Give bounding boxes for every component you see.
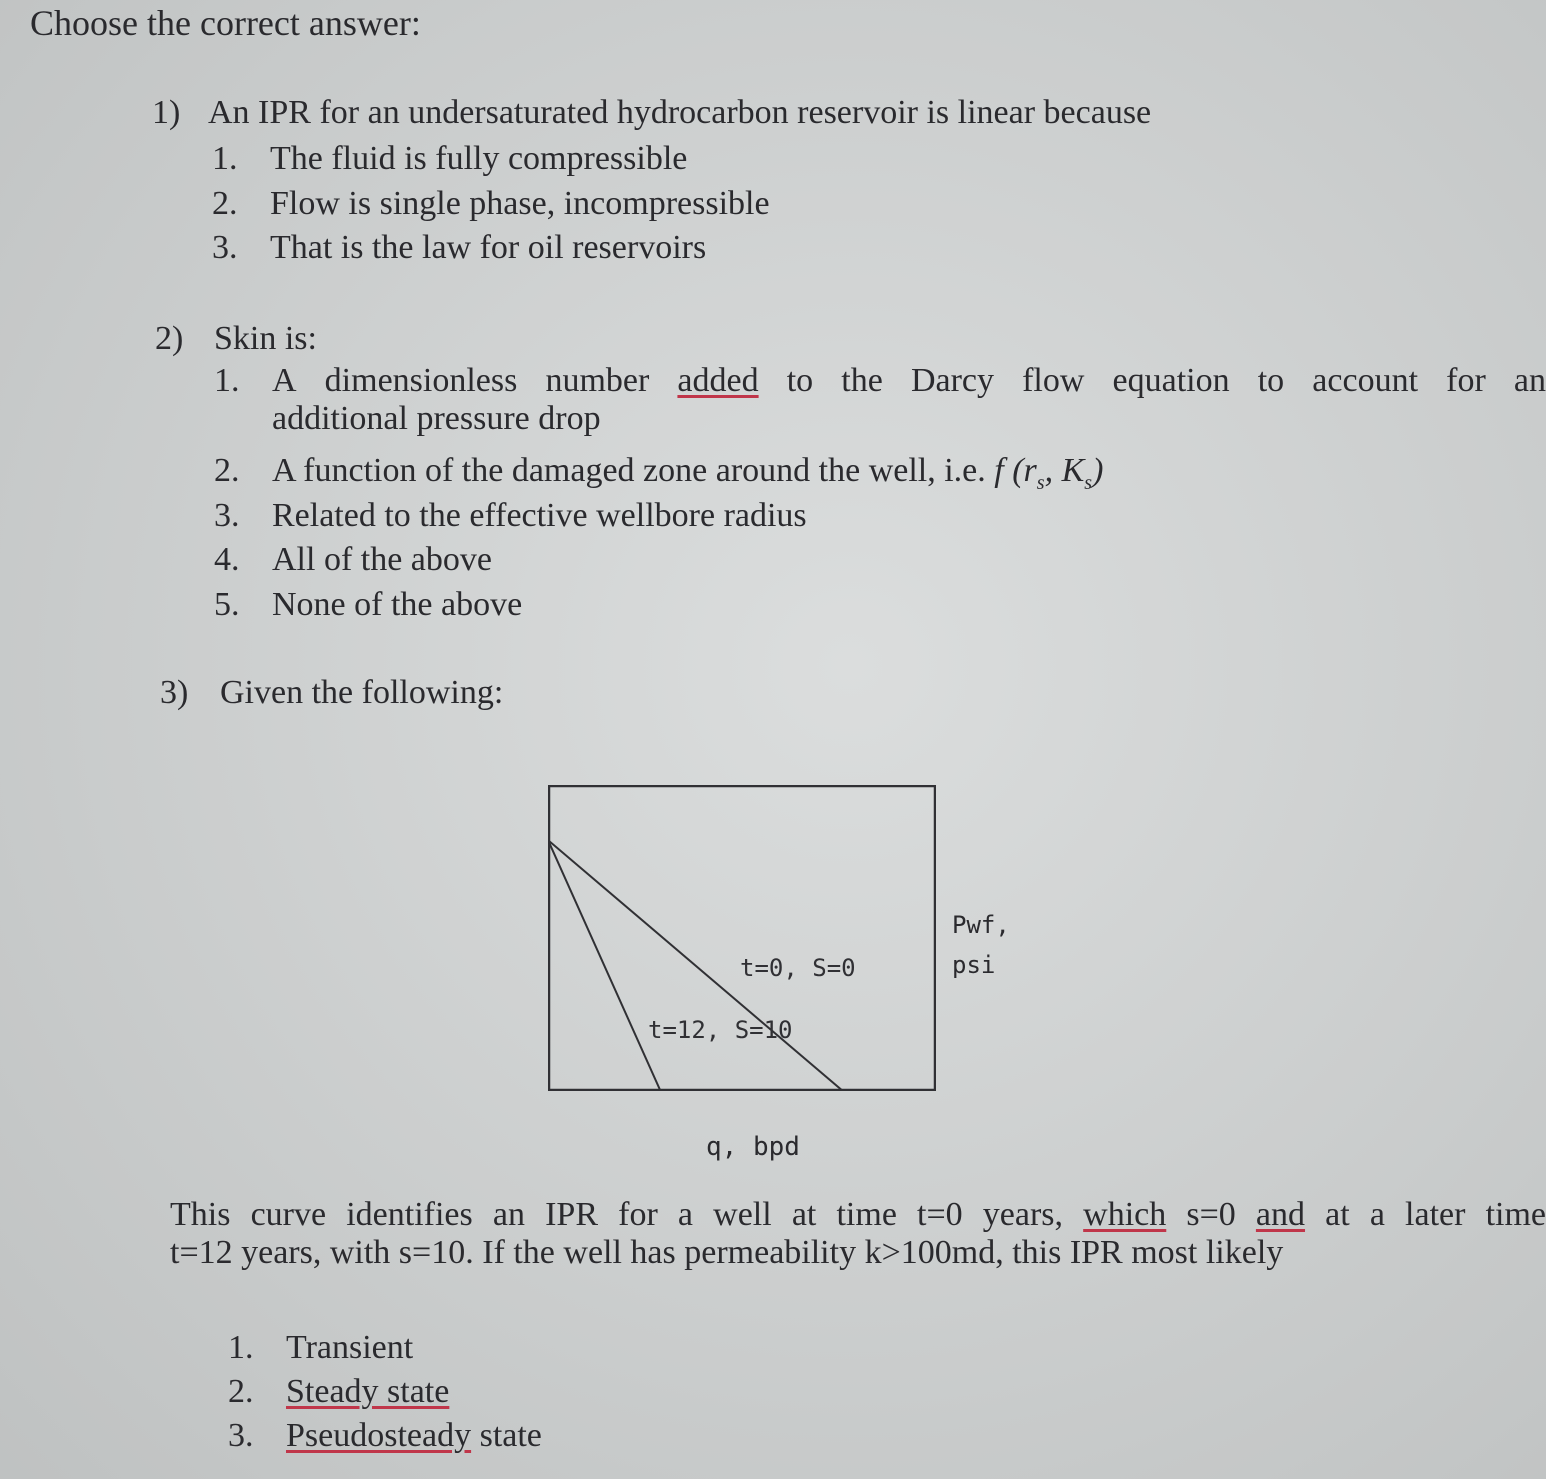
option-label: The fluid is fully compressible [270,140,688,177]
question-1-text: An IPR for an undersaturated hydrocarbon reservoir is linear because [208,94,1152,131]
question-1-option-2[interactable] [212,185,770,223]
option-number: 3. [214,497,240,534]
word: for [1446,362,1486,399]
word: flow [1022,362,1085,399]
word: s=0 [1186,1196,1236,1233]
question-2-number: 2) [155,320,184,357]
question-2-option-3[interactable] [214,497,807,535]
option-number: 2. [212,185,238,222]
word: equation [1112,362,1230,399]
question-1-option-3[interactable] [212,229,706,267]
ipr-chart [548,785,936,1091]
word: a [677,1196,694,1233]
label-t0-s0: t=0, S=0 [740,954,856,982]
option-label: Related to the effective wellbore radius [272,497,807,534]
description-line-2: t=12 years, with s=10. If the well has permeability k>100md, this IPR most likely [170,1234,1284,1271]
question-3-option-1[interactable] [228,1329,413,1367]
word: for [618,1196,658,1233]
option-label-suffix: state [479,1417,542,1454]
option-number: 2. [214,452,240,489]
word: the [841,362,883,399]
word: time [1485,1196,1546,1233]
word: to [1257,362,1285,399]
option-label: Steady state [286,1373,450,1410]
question-2-option-4[interactable] [214,541,492,579]
question-2-option-5[interactable] [214,586,522,624]
option-number: 2. [228,1373,254,1410]
chart-frame [549,786,935,1090]
question-3-option-3[interactable] [228,1417,542,1455]
option-label-continuation: additional pressure drop [272,400,601,437]
question-1-option-1[interactable] [212,140,687,178]
option-number: 1. [214,362,240,399]
word: Darcy [910,362,994,399]
word: an [492,1196,525,1233]
option-label: All of the above [272,541,492,578]
word: time [836,1196,897,1233]
option-number: 3. [212,229,238,266]
option-number: 4. [214,541,240,578]
word: and [1255,1196,1306,1233]
option-number: 1. [212,140,238,177]
description-line-1 [170,1196,1546,1234]
question-2-text: Skin is: [214,320,317,357]
word: This [170,1196,231,1233]
question-3-description [170,1196,1546,1272]
word: to [786,362,814,399]
word: which [1083,1196,1167,1233]
word: A [272,362,297,399]
question-2-option-2[interactable] [214,452,1103,495]
word: well [713,1196,772,1233]
word: an [1513,362,1546,399]
option-label: Flow is single phase, incompressible [270,185,770,222]
word: later [1405,1196,1466,1233]
word: identifies [346,1196,473,1233]
option-label: Pseudosteady [286,1417,472,1454]
option-label: Transient [286,1329,414,1366]
option-label: None of the above [272,586,523,623]
option-label: A function of the damaged zone around the well, i.e. [272,452,986,489]
word: number [545,362,650,399]
word: at [791,1196,817,1233]
word: t=0 [917,1196,963,1233]
word: added [677,362,759,399]
question-2-option-1[interactable] [214,362,1546,438]
question-3-option-2[interactable] [228,1373,449,1411]
ipr-line-t12-s10 [548,840,661,1091]
option-number: 1. [228,1329,254,1366]
option-number: 3. [228,1417,254,1454]
question-1-number: 1) [152,94,181,131]
page-heading: Choose the correct answer: [30,3,421,43]
option-number: 5. [214,586,240,623]
word: curve [250,1196,327,1233]
question-3-number: 3) [160,674,189,711]
word: at [1325,1196,1350,1233]
word: IPR [545,1196,599,1233]
y-axis-label: Pwf, psi [952,911,1010,979]
word: dimensionless [324,362,518,399]
word: years, [982,1196,1064,1233]
question-3-text: Given the following: [220,674,504,711]
word: account [1312,362,1419,399]
label-t12-s10: t=12, S=10 [648,1016,793,1044]
word: a [1369,1196,1385,1233]
option-label-line [272,362,1546,400]
option-label: That is the law for oil reservoirs [270,229,707,266]
x-axis-label: q, bpd [706,1132,800,1162]
formula: f ($r_s$, $K_s$) [994,452,1104,494]
